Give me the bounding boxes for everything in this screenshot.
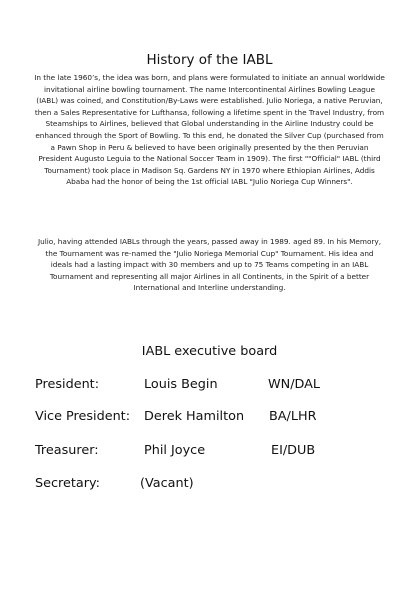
history-paragraph-2: Julio, having attended IABLs through the years, passed away in 1989. aged 89. In his Memory, the Tournament was re-named the "Julio Noriega Memorial Cup" Tournament. His idea and ideals had a lasting impact with 30 members and up to 75 Teams competing in an IABL Tournament and representing all major Airlines in all Continents, in the Spirit of a better International and Interline understanding. <box>37 237 382 293</box>
board-member-name: (Vacant) <box>140 476 194 491</box>
board-member-role: Secretary: <box>35 476 100 491</box>
board-member-role: President: <box>35 377 100 392</box>
board-member-name: Derek Hamilton <box>144 409 245 424</box>
board-member-code: WN/DAL <box>268 377 321 392</box>
page-title: History of the IABL <box>146 52 273 68</box>
board-member-name: Louis Begin <box>144 377 218 392</box>
history-paragraph-1: In the late 1960’s, the idea was born, and plans were formulated to initiate an annual worldwide invitational airline bowling tournament. The name Intercontinental Airlines Bowling League (IABL) was coined, and Constitution/By-Laws were established. Julio Noriega, a native Peruvian, then a Sales Representative for Lufthansa, following a lifetime spent in the Travel Industry, from Steamships to Airlines, believed that Global understanding in the Airline Industry could be enhanced through the Sport of Bowling. To this end, he donated the Silver Cup (purchased from a Pawn Shop in Peru & believed to have been originally presented by the then Peruvian President Augusto Leguia to the National Soccer Team in 1909). The first ""Official" IABL (third Tournament) took place in Madison Sq. Gardens NY in 1970 where Ethiopian Airlines, Addis Ababa had the honor of being the 1st official IABL "Julio Noriega Cup Winners". <box>34 73 385 187</box>
board-member-row <box>0 441 419 461</box>
board-member-code: EI/DUB <box>271 443 316 458</box>
board-member-row <box>0 375 419 395</box>
board-member-row <box>0 474 419 494</box>
board-member-role: Vice President: <box>35 409 131 424</box>
board-member-role: Treasurer: <box>35 443 99 458</box>
board-member-code: BA/LHR <box>269 409 317 424</box>
board-member-name: Phil Joyce <box>144 443 206 458</box>
board-title: IABL executive board <box>141 344 278 359</box>
board-member-row <box>0 407 419 427</box>
